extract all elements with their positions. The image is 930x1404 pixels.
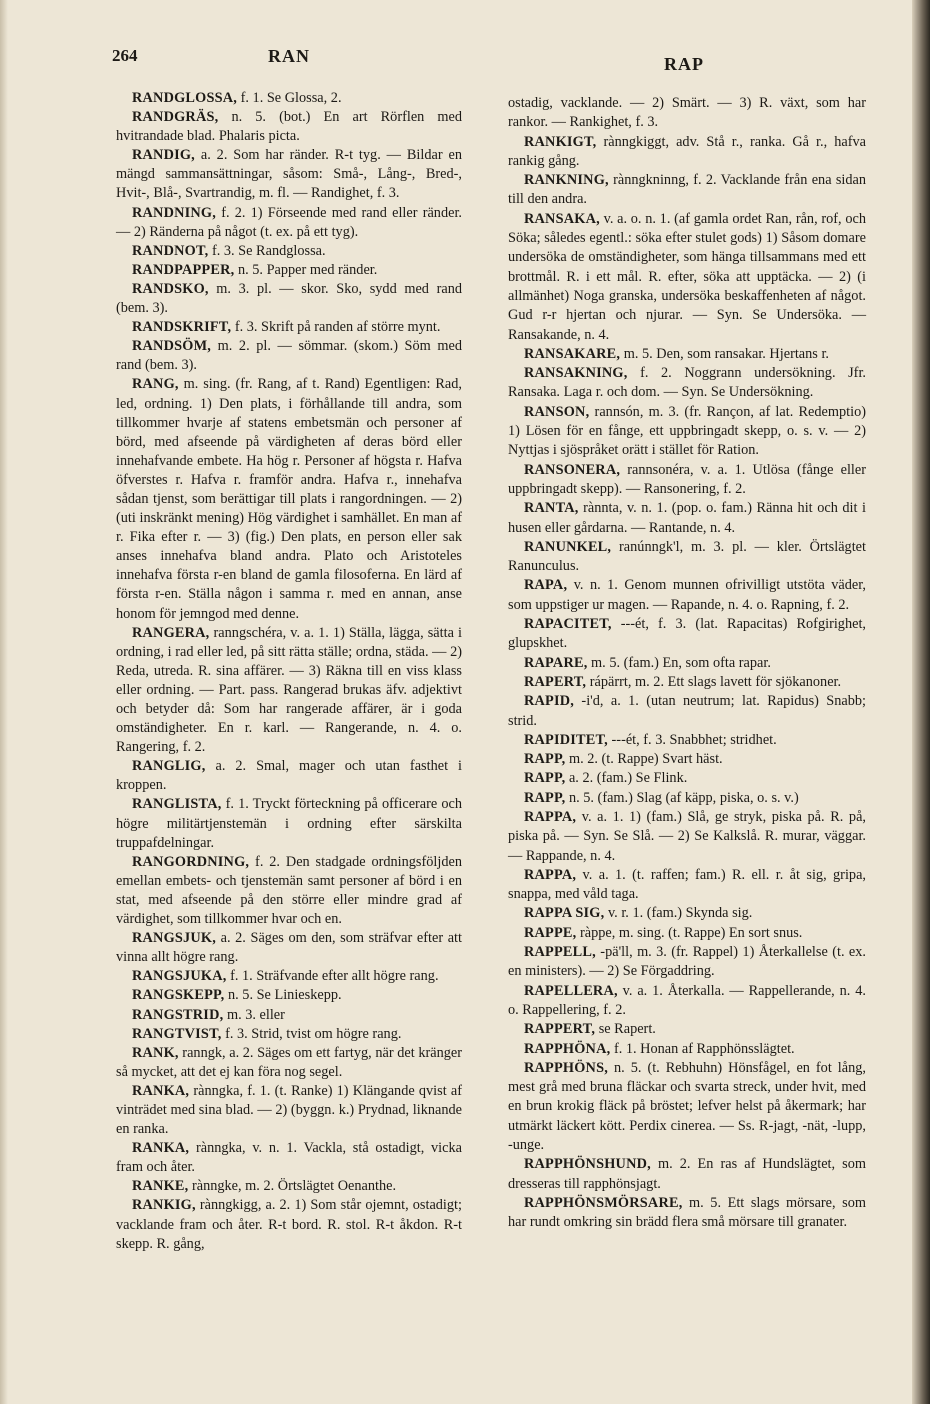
entry-definition: ranngk, a. 2. Säges om ett fartyg, när det kränger så mycket, att det ej kan föra nog segel. bbox=[116, 1044, 462, 1080]
dictionary-entry bbox=[508, 364, 866, 403]
entry-headword: RANG, bbox=[132, 376, 179, 393]
entry-headword: RANKE, bbox=[132, 1178, 189, 1195]
dictionary-entry bbox=[508, 210, 866, 345]
entry-headword: RAPACITET, bbox=[524, 616, 612, 633]
entry-headword: RANTA, bbox=[524, 500, 579, 517]
dictionary-entry bbox=[116, 1082, 462, 1139]
entry-headword: RANDNOT, bbox=[132, 242, 209, 259]
dictionary-entry bbox=[116, 853, 462, 929]
entry-headword: RANDGRÄS, bbox=[132, 109, 219, 126]
entry-definition: a. 2. Som har ränder. R-t tyg. — Bildar en mängd sammansättningar, såsom: Små-, Lång-, Bred-, Hvit-, Blå-, Svartrandig, m. fl. — Randighet, f. 3. bbox=[116, 147, 462, 202]
dictionary-entry bbox=[508, 808, 866, 866]
entry-definition: ---ét, f. 3. (lat. Rapacitas) Rofgirighet, glupskhet. bbox=[508, 616, 866, 652]
entry-definition: v. n. 1. Genom munnen ofrivilligt utstöta väder, som uppstiger ur magen. — Rapande, n. 4. o. Rapning, f. 2. bbox=[508, 577, 866, 613]
entry-definition: f. 3. Skrift på randen af större mynt. bbox=[231, 319, 441, 336]
entry-definition: v. a. 1. (t. raffen; fam.) R. ell. r. åt sig, gripa, snappa, med våld taga. bbox=[508, 866, 866, 903]
dictionary-entry bbox=[116, 242, 462, 261]
entry-headword: RANGSKEPP, bbox=[132, 987, 225, 1004]
entry-definition: v. a. 1. Återkalla. — Rappellerande, n. 4. o. Rappellering, f. 2. bbox=[508, 982, 866, 1018]
dictionary-entry bbox=[508, 673, 866, 692]
entry-headword: RANSAKARE, bbox=[524, 345, 621, 362]
dictionary-entry bbox=[508, 345, 866, 364]
entry-definition: rànngka, v. n. 1. Vackla, stå ostadigt, vicka fram och åter. bbox=[116, 1140, 462, 1176]
entry-headword: RANGERA, bbox=[132, 624, 210, 641]
entry-headword: RANK, bbox=[132, 1044, 179, 1061]
dictionary-entry bbox=[508, 866, 866, 905]
dictionary-entry bbox=[508, 499, 866, 538]
entry-headword: RANGSJUKA, bbox=[132, 968, 227, 985]
entry-definition: rànngka, f. 1. (t. Ranke) 1) Klängande qvist af vinträdet med sina blad. — 2) (byggn. k.) Prydnad, liknande en ranka. bbox=[116, 1082, 462, 1138]
entry-definition: m. 3. eller bbox=[223, 1006, 285, 1023]
dictionary-entry bbox=[116, 929, 462, 967]
dictionary-entry bbox=[508, 403, 866, 461]
entry-definition: se Rapert. bbox=[595, 1021, 656, 1038]
dictionary-entry bbox=[508, 750, 866, 769]
entry-headword: RANSON, bbox=[524, 403, 590, 420]
dictionary-entry bbox=[508, 94, 866, 133]
page-left-edge bbox=[0, 0, 8, 1404]
entry-definition: n. 5. (fam.) Slag (af käpp, piska, o. s. v.) bbox=[565, 789, 799, 806]
entry-definition: rannsonéra, v. a. 1. Utlösa (fånge eller uppbringadt skepp). — Ransonering, f. 2. bbox=[508, 461, 866, 497]
entry-definition: m. 5. (fam.) En, som ofta rapar. bbox=[587, 654, 771, 671]
running-head-left: RAN bbox=[268, 46, 310, 66]
dictionary-entry bbox=[116, 795, 462, 852]
entry-headword: RAPP, bbox=[524, 770, 566, 787]
entry-definition: m. 3. pl. — skor. Sko, sydd med rand (bem. 3). bbox=[116, 280, 462, 317]
dictionary-entry bbox=[508, 769, 866, 788]
entry-definition: v. r. 1. (fam.) Skynda sig. bbox=[604, 905, 753, 922]
dictionary-entry bbox=[116, 1196, 462, 1253]
entry-definition: f. 3. Se Randglossa. bbox=[208, 242, 326, 259]
entry-definition: m. sing. (fr. Rang, af t. Rand) Egentligen: Rad, led, ordning. 1) Den plats, i förhållande till andra, som tillkommer hvarje af statens embetsmän och personer af börd, med afseende på värdigheten af deras börd eller innehafvande embete. Ha hög r. Personer af högsta r. Hafva öfverstes r. Hafva r. framför andra. Hafva r., innehafva sådan tjenst, som berättigar till plats i rangordningen. — 2) (uti inskränkt mening) Hög värdighet i samhället. En man af r. Fika efter r. — 3) (fig.) Den plats, en person eller sak anses innehafva bland andra. Plato och Aristoteles innehafva första r-en bland de gamla filosoferna. En lärd af första r-en. Ställa någon i samma r. med en annan, anse honom för jemngod med denne. bbox=[116, 376, 462, 622]
entry-headword: RAPPA SIG, bbox=[524, 905, 605, 922]
entry-headword: RANDIG, bbox=[132, 147, 195, 164]
dictionary-entry bbox=[508, 904, 866, 923]
entry-definition: -pä'll, m. 3. (fr. Rappel) 1) Återkallelse (t. ex. en ministers). — 2) Se Förgaddring. bbox=[508, 944, 866, 980]
dictionary-entry bbox=[116, 967, 462, 986]
entry-headword: RAPELLERA, bbox=[524, 982, 618, 999]
entry-definition: f. 2. 1) Förseende med rand eller ränder. — 2) Ränderna på något (t. ex. på ett tyg). bbox=[116, 204, 462, 240]
page-number: 264 bbox=[112, 46, 138, 65]
dictionary-entry bbox=[508, 654, 866, 673]
dictionary-entry bbox=[508, 133, 866, 172]
dictionary-entry bbox=[116, 204, 462, 242]
entry-headword: RANGTVIST, bbox=[132, 1025, 222, 1042]
entry-headword: RANDNING, bbox=[132, 204, 217, 221]
entry-definition: f. 1. Sträfvande efter allt högre rang. bbox=[226, 968, 439, 985]
entry-definition: rápärrt, m. 2. Ett slags lavett för sjökanoner. bbox=[586, 673, 842, 690]
dictionary-entry bbox=[116, 337, 462, 375]
entry-definition: rannsón, m. 3. (fr. Rançon, af lat. Redemptio) 1) Lösen för en fånge, ett uppbringadt skepp, o. s. v. — 2) Nyttjas i sjöspråket orätt i stället för Ration. bbox=[508, 403, 866, 459]
left-column bbox=[116, 89, 462, 1254]
entry-headword: RANDPAPPER, bbox=[132, 261, 235, 278]
right-column bbox=[508, 94, 866, 1233]
entry-definition: n. 5. (t. Rebhuhn) Hönsfågel, en fot lång, mest grå med bruna fläckar och svarta streck, under hvit, med en brun krokig fläck på bröstet; lefver helst på åkermark; har utmärkt läckert kött. Perdix cinerea. — Ss. R-jagt, -nät, -lupp, -unge. bbox=[508, 1059, 866, 1154]
book-spine-shadow bbox=[912, 0, 930, 1404]
entry-headword: RANSAKA, bbox=[524, 210, 600, 227]
entry-headword: RAPPHÖNS, bbox=[524, 1059, 609, 1076]
dictionary-entry bbox=[508, 1040, 866, 1059]
entry-definition: rànngkiggt, adv. Stå r., ranka. Gå r., hafva rankig gång. bbox=[508, 133, 866, 169]
dictionary-entry bbox=[508, 924, 866, 943]
entry-definition: m. 2. (t. Rappe) Svart häst. bbox=[565, 751, 723, 768]
entry-definition: -i'd, a. 1. (utan neutrum; lat. Rapidus) Snabb; strid. bbox=[508, 693, 866, 729]
dictionary-entry bbox=[116, 261, 462, 280]
entry-definition: n. 5. Papper med ränder. bbox=[234, 261, 378, 278]
entry-definition: f. 2. Den stadgade ordningsföljden emellan embets- och tjenstemän samt personer af börd i en stat, med afseende på den större eller mindre grad af värdighet, som tillkommer hvar och en. bbox=[116, 853, 462, 928]
entry-headword: RAPPA, bbox=[524, 808, 577, 825]
entry-headword: RAPPHÖNSMÖRSARE, bbox=[524, 1194, 683, 1211]
dictionary-entry bbox=[116, 757, 462, 795]
entry-headword: RANDSKRIFT, bbox=[132, 319, 232, 336]
entry-definition: a. 2. Smal, mager och utan fasthet i kroppen. bbox=[116, 758, 462, 794]
dictionary-entry bbox=[508, 1194, 866, 1233]
entry-headword: RAPPE, bbox=[524, 924, 577, 941]
entry-headword: RANKA, bbox=[132, 1140, 190, 1157]
dictionary-entry bbox=[508, 1020, 866, 1039]
entry-headword: RAPARE, bbox=[524, 654, 588, 671]
dictionary-entry bbox=[116, 624, 462, 758]
dictionary-entry bbox=[508, 1059, 866, 1155]
entry-headword: RANKIGT, bbox=[524, 133, 597, 150]
dictionary-entry bbox=[116, 108, 462, 146]
entry-headword: RANKNING, bbox=[524, 172, 609, 189]
dictionary-entry bbox=[508, 982, 866, 1021]
entry-headword: RAPP, bbox=[524, 751, 566, 768]
entry-headword: RANGSTRID, bbox=[132, 1006, 224, 1023]
entry-headword: RANGLIG, bbox=[132, 758, 206, 775]
entry-definition: n. 5. Se Linieskepp. bbox=[224, 987, 342, 1004]
dictionary-entry bbox=[116, 1044, 462, 1082]
entry-definition: ràppe, m. sing. (t. Rappe) En sort snus. bbox=[576, 924, 803, 941]
entry-definition: m. 2. En ras af Hundslägtet, som dresseras till rapphönsjagt. bbox=[508, 1156, 866, 1192]
entry-definition: ostadig, vacklande. — 2) Smärt. — 3) R. växt, som har rankor. — Rankighet, f. 3. bbox=[508, 95, 866, 131]
dictionary-entry bbox=[116, 146, 462, 203]
entry-definition: a. 2. Säges om den, som sträfvar efter att vinna allt högre rang. bbox=[116, 930, 462, 966]
entry-headword: RANDSKO, bbox=[132, 280, 209, 297]
entry-headword: RAPPERT, bbox=[524, 1021, 596, 1038]
dictionary-entry bbox=[508, 943, 866, 982]
dictionary-entry bbox=[116, 1006, 462, 1025]
entry-headword: RAPPELL, bbox=[524, 944, 596, 961]
entry-headword: RAPA, bbox=[524, 577, 568, 594]
entry-headword: RAPPA, bbox=[524, 866, 577, 883]
entry-headword: RANKIG, bbox=[132, 1197, 196, 1214]
entry-headword: RAPID, bbox=[524, 693, 575, 710]
entry-definition: a. 2. (fam.) Se Flink. bbox=[565, 770, 688, 787]
dictionary-entry bbox=[508, 461, 866, 500]
dictionary-entry bbox=[116, 1139, 462, 1177]
dictionary-entry bbox=[508, 731, 866, 750]
dictionary-entry bbox=[116, 280, 462, 318]
running-head-right: RAP bbox=[664, 54, 704, 74]
entry-headword: RANGORDNING, bbox=[132, 853, 250, 870]
entry-headword: RANGLISTA, bbox=[132, 796, 222, 813]
entry-headword: RAPPHÖNSHUND, bbox=[524, 1156, 651, 1173]
dictionary-entry bbox=[508, 171, 866, 210]
dictionary-entry bbox=[116, 318, 462, 337]
entry-definition: f. 2. Noggrann undersökning. Jfr. Ransaka. Laga r. och dom. — Syn. Se Undersökning. bbox=[508, 365, 866, 401]
dictionary-entry bbox=[116, 986, 462, 1005]
entry-headword: RAPERT, bbox=[524, 673, 587, 690]
entry-headword: RAPPHÖNA, bbox=[524, 1040, 611, 1057]
dictionary-entry bbox=[508, 1155, 866, 1194]
dictionary-entry bbox=[508, 576, 866, 615]
entry-definition: rànnta, v. n. 1. (pop. o. fam.) Ränna hit och dit i husen eller gårdarna. — Rantande, n. 4. bbox=[508, 500, 866, 536]
dictionary-entry bbox=[508, 538, 866, 577]
entry-headword: RANSAKNING, bbox=[524, 365, 628, 382]
entry-definition: v. a. o. n. 1. (af gamla ordet Ran, rån, rof, och Söka; således egentl.: söka efter stulet gods) 1) Såsom domare undersöka de omständigheter, som hänga tillsammans med ett brottmål. R. i ett mål. R. efter, söka att upptäcka. — 2) (i allmänhet) Noga granska, undersöka beskaffenheten af något. Gud r-r hjertan och njurar. — Syn. Se Undersöka. — Ransakande, n. 4. bbox=[508, 210, 866, 343]
entry-definition: rànngkninng, f. 2. Vacklande från ena sidan till den andra. bbox=[508, 172, 866, 208]
entry-definition: ---ét, f. 3. Snabbhet; stridhet. bbox=[607, 731, 777, 748]
entry-headword: RANGSJUK, bbox=[132, 930, 217, 947]
entry-definition: m. 2. pl. — sömmar. (skom.) Söm med rand (bem. 3). bbox=[116, 338, 462, 374]
entry-headword: RANKA, bbox=[132, 1082, 190, 1099]
entry-headword: RANDGLOSSA, bbox=[132, 90, 238, 106]
entry-definition: ranngschéra, v. a. 1. 1) Ställa, lägga, sätta i ordning, i rad eller led, på sitt rätta ställe; ordna, städa. — 2) Reda, utreda. R. sina affärer. — 3) Räkna till en viss klass eller ordning. — Part. pass. Rangerad brukas äfv. adjektivt och betyder då: Som har rangerade affärer, är i goda omständigheter. En r. karl. — Rangerande, n. 4. o. Rangering, f. 2. bbox=[116, 624, 462, 756]
entry-definition: f. 1. Honan af Rapphönsslägtet. bbox=[610, 1040, 795, 1057]
entry-definition: v. a. 1. 1) (fam.) Slå, ge stryk, piska på. R. på, piska på. — Syn. Se Slå. — 2) Se Kalkslå. R. murar, väggar. — Rappande, n. 4. bbox=[508, 808, 866, 864]
dictionary-entry bbox=[116, 89, 462, 108]
dictionary-entry bbox=[508, 615, 866, 654]
entry-headword: RANDSÖM, bbox=[132, 338, 212, 355]
entry-headword: RAPP, bbox=[524, 789, 566, 806]
entry-definition: f. 1. Se Glossa, 2. bbox=[237, 90, 342, 106]
entry-definition: rànngkigg, a. 2. 1) Som står ojemnt, ostadigt; vacklande fram och åter. R-t bord. R. stol. R-t åkdon. R-t skepp. R. gång, bbox=[116, 1197, 462, 1252]
dictionary-entry bbox=[508, 789, 866, 808]
entry-definition: f. 1. Tryckt förteckning på officerare och högre militärtjenstemän i ordning efter särskilta truppafdelningar. bbox=[116, 796, 462, 851]
entry-headword: RANUNKEL, bbox=[524, 538, 612, 555]
dictionary-entry bbox=[116, 1177, 462, 1196]
entry-definition: rànngke, m. 2. Örtslägtet Oenanthe. bbox=[188, 1178, 397, 1195]
entry-headword: RANSONERA, bbox=[524, 461, 621, 478]
dictionary-entry bbox=[116, 1025, 462, 1044]
entry-definition: m. 5. Den, som ransakar. Hjertans r. bbox=[620, 345, 829, 362]
entry-definition: ranúnngk'l, m. 3. pl. — kler. Örtslägtet Ranunculus. bbox=[508, 538, 866, 575]
dictionary-entry bbox=[508, 692, 866, 731]
entry-definition: n. 5. (bot.) En art Rörflen med hvitrandade blad. Phalaris picta. bbox=[116, 109, 462, 145]
entry-definition: m. 5. Ett slags mörsare, som har rundt omkring sin brädd flera små mörsare till granater. bbox=[508, 1194, 866, 1231]
entry-headword: RAPIDITET, bbox=[524, 731, 608, 748]
dictionary-entry bbox=[116, 375, 462, 623]
entry-definition: f. 3. Strid, tvist om högre rang. bbox=[221, 1025, 402, 1042]
